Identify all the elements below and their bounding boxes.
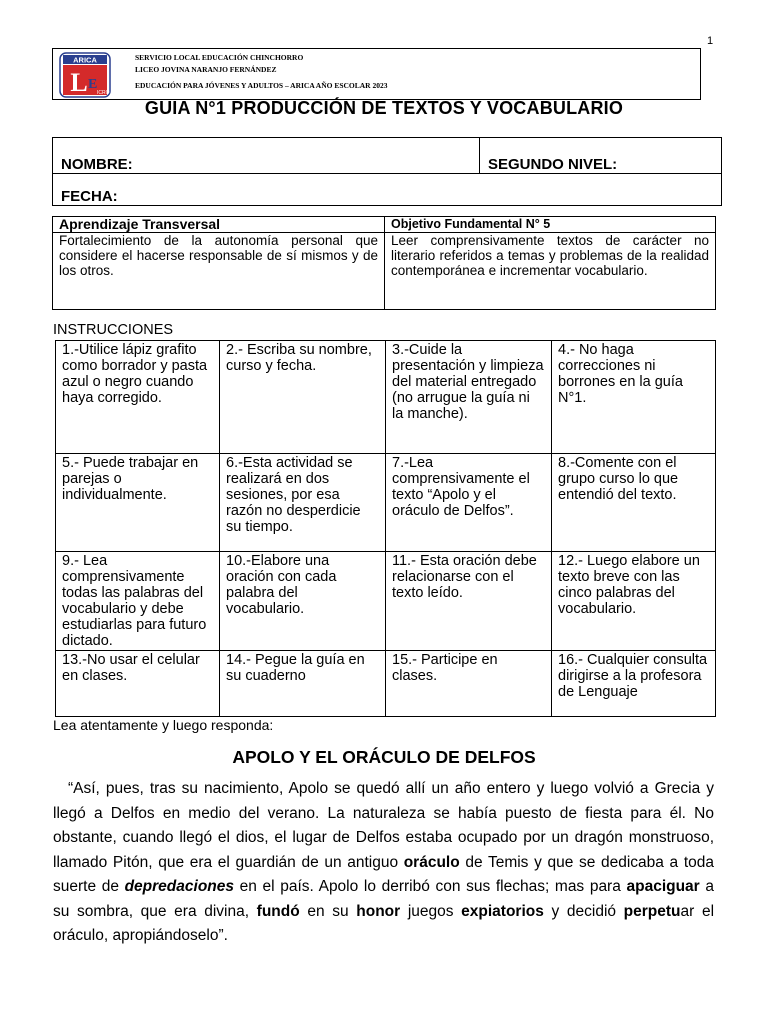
instruction-item: 10.-Elabore una oración con cada palabra del vocabulario. bbox=[220, 552, 386, 651]
story-segment: y decidió bbox=[543, 902, 624, 920]
vocab-word-depredaciones: depredaciones bbox=[124, 878, 234, 895]
instruction-item: 14.- Pegue la guía en su cuaderno bbox=[220, 651, 386, 717]
instruction-item: 4.- No haga correcciones ni borrones en la guía N°1. bbox=[552, 341, 716, 454]
transversal-header: Aprendizaje Transversal bbox=[53, 217, 385, 233]
student-info-table bbox=[52, 137, 722, 206]
vocab-word-fundo: fundó bbox=[256, 902, 300, 920]
instruction-item: 2.- Escriba su nombre, curso y fecha. bbox=[220, 341, 386, 454]
story-segment: juegos bbox=[400, 902, 462, 920]
instruction-item: 1.-Utilice lápiz grafito como borrador y pasta azul o negro cuando haya corregido. bbox=[56, 341, 220, 454]
name-field[interactable]: NOMBRE: bbox=[53, 138, 480, 174]
instruction-item: 12.- Luego elabore un texto breve con las cinco palabras del vocabulario. bbox=[552, 552, 716, 651]
level-field[interactable]: SEGUNDO NIVEL: bbox=[480, 138, 722, 174]
svg-text:L: L bbox=[70, 68, 88, 97]
header-line-2: LICEO JOVINA NARANJO FERNÁNDEZ bbox=[135, 65, 277, 74]
header-line-3: EDUCACIÓN PARA JÓVENES Y ADULTOS – ARICA AÑO ESCOLAR 2023 bbox=[135, 81, 388, 90]
story-segment: a su sombra, que era divina, bbox=[53, 878, 714, 920]
vocab-word-apaciguar: apaciguar bbox=[626, 878, 700, 895]
story-segment: en el país. Apolo lo derribó con sus flechas; mas para bbox=[234, 878, 627, 895]
logo-top-text: ARICA bbox=[73, 55, 97, 65]
instruction-item: 15.- Participe en clases. bbox=[386, 651, 552, 717]
vocab-word-honor: honor bbox=[356, 902, 401, 920]
instruction-item: 8.-Comente con el grupo curso lo que entendió del texto. bbox=[552, 454, 716, 552]
story-text bbox=[53, 777, 714, 949]
page-title: GUIA N°1 PRODUCCIÓN DE TEXTOS Y VOCABULARIO bbox=[144, 98, 624, 118]
date-field[interactable]: FECHA: bbox=[53, 174, 722, 206]
read-prompt: Lea atentamente y luego responda: bbox=[53, 717, 274, 733]
instruction-item: 7.-Lea comprensivamente el texto “Apolo y el oráculo de Delfos”. bbox=[386, 454, 552, 552]
story-segment: en su bbox=[299, 902, 357, 920]
instructions-label: INSTRUCCIONES bbox=[53, 322, 174, 338]
story-segment: ar el oráculo, apropiándoselo”. bbox=[53, 902, 715, 944]
instruction-item: 13.-No usar el celular en clases. bbox=[56, 651, 220, 717]
objectives-table bbox=[52, 216, 716, 310]
school-header bbox=[52, 48, 701, 100]
instruction-item: 11.- Esta oración debe relacionarse con el texto leído. bbox=[386, 552, 552, 651]
story-title: APOLO Y EL ORÁCULO DE DELFOS bbox=[232, 747, 536, 767]
vocab-word-expiatorios: expiatorios bbox=[461, 902, 544, 920]
header-line-1: SERVICIO LOCAL EDUCACIÓN CHINCHORRO bbox=[135, 53, 304, 62]
svg-text:E: E bbox=[88, 77, 98, 92]
vocab-word-perpetuar: perpetu bbox=[623, 902, 681, 920]
instruction-item: 5.- Puede trabajar en parejas o individualmente. bbox=[56, 454, 220, 552]
story-segment: “Así, pues, tras su nacimiento, Apolo se quedó allí un año entero y luego volvió a Grecia y llegó a Delfos en medio del verano. La naturaleza se había puesto de fiesta para él. No obstante, cuando llegó el dios, el lugar de Delfos estaba ocupado por un dragón monstruoso, llamado Pitón, que era el guardián de un antiguo bbox=[53, 780, 714, 871]
transversal-text: Fortalecimiento de la autonomía personal que considere el hacerse responsable de sí mismos y de los otros. bbox=[53, 233, 385, 310]
school-logo-icon bbox=[59, 52, 111, 98]
logo-side-text: ICRO bbox=[97, 90, 110, 96]
instruction-item: 6.-Esta actividad se realizará en dos sesiones, por esa razón no desperdicie su tiempo. bbox=[220, 454, 386, 552]
instructions-table bbox=[55, 340, 716, 717]
instruction-item: 9.- Lea comprensivamente todas las palabras del vocabulario y debe estudiarlas para futuro dictado. bbox=[56, 552, 220, 651]
objective-header: Objetivo Fundamental N° 5 bbox=[385, 217, 716, 233]
objective-text: Leer comprensivamente textos de carácter no literario referidos a temas y problemas de la realidad contemporánea e incrementar vocabulario. bbox=[385, 233, 716, 310]
story-segment: de Temis y que se dedicaba a toda suerte de bbox=[53, 853, 714, 895]
page-number: 1 bbox=[707, 35, 714, 47]
instruction-item: 16.- Cualquier consulta dirigirse a la profesora de Lenguaje bbox=[552, 651, 716, 717]
instruction-item: 3.-Cuide la presentación y limpieza del material entregado (no arrugue la guía ni la manche). bbox=[386, 341, 552, 454]
vocab-word-oraculo: oráculo bbox=[403, 853, 460, 871]
